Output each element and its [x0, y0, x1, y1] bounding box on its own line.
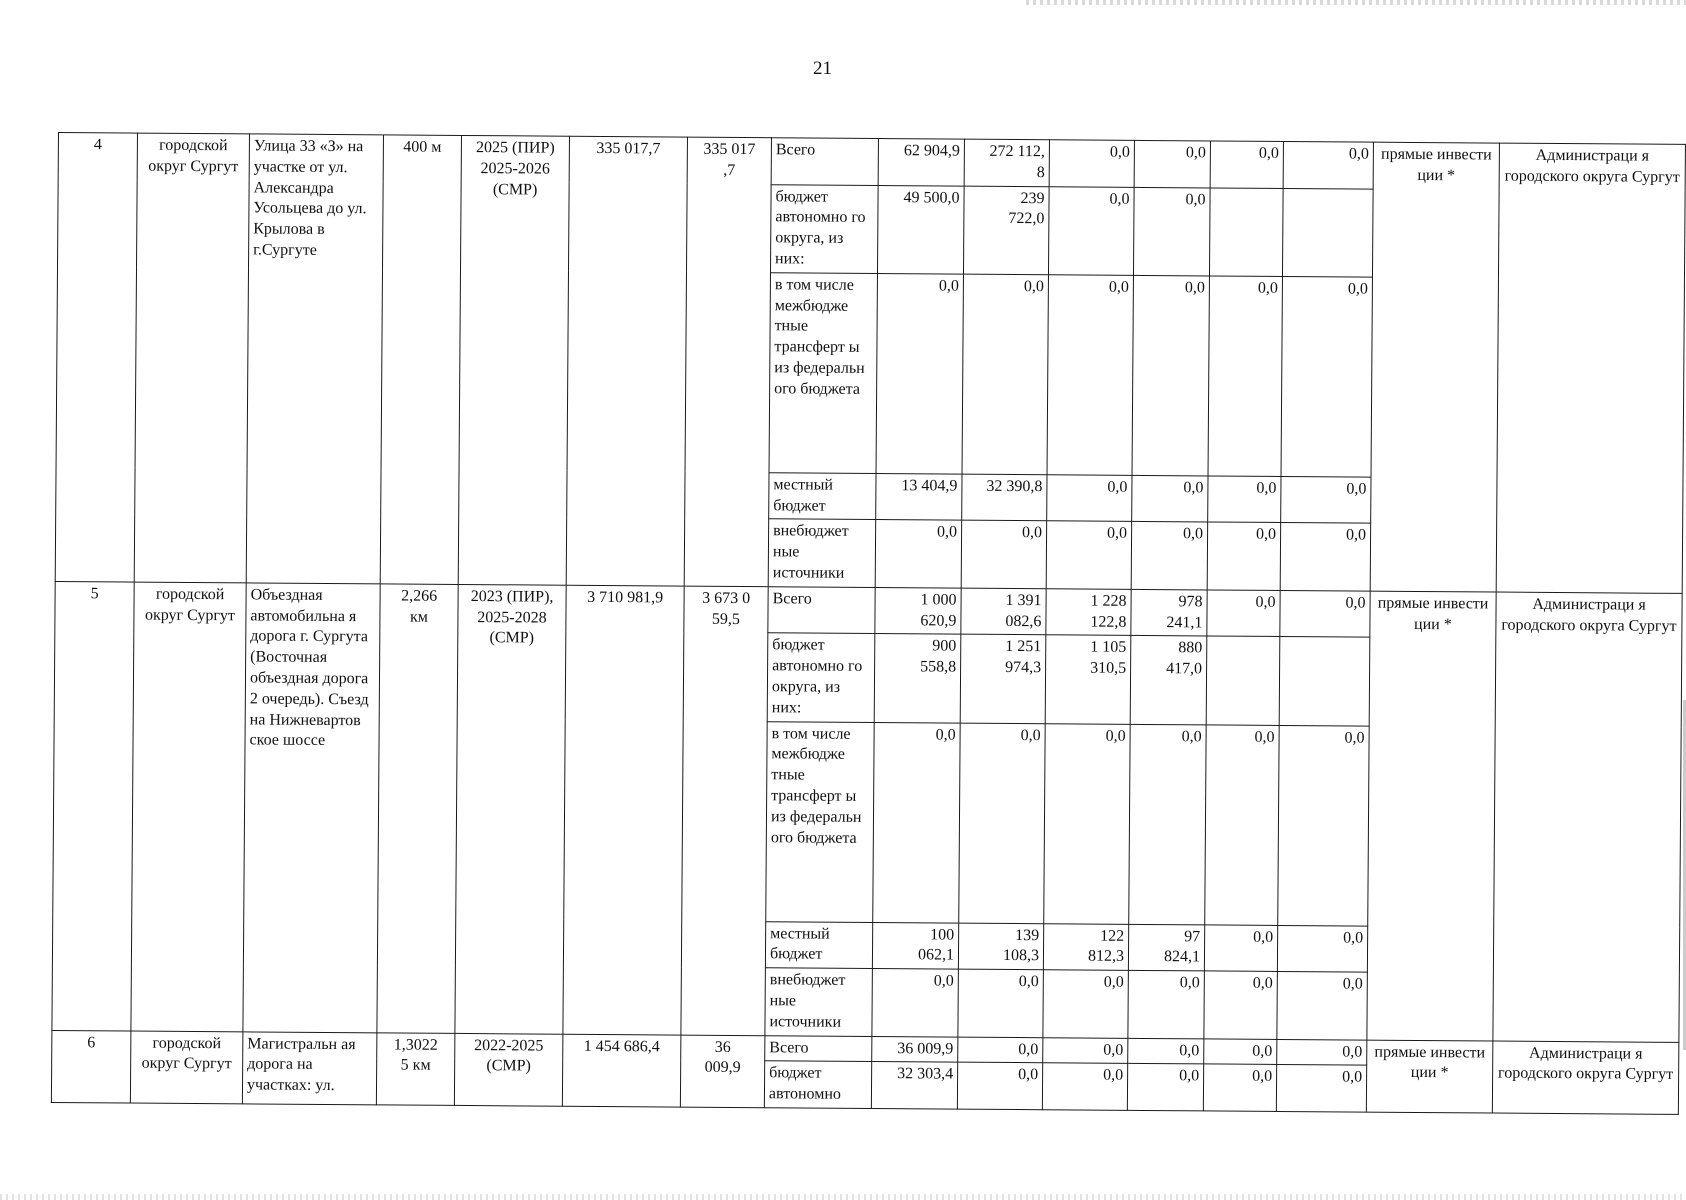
funding-value-cell: 0,0 — [1133, 187, 1210, 276]
funding-value-cell: 1 391 082,6 — [961, 588, 1046, 635]
remaining-cost-cell: 335 017 ,7 — [684, 137, 771, 586]
funding-value-cell: 0,0 — [1277, 925, 1367, 972]
remaining-cost-cell: 3 673 0 59,5 — [681, 586, 768, 1035]
object-name-cell: Магистральн ая дорога на участках: ул. — [242, 1031, 377, 1104]
municipality-cell: городской округ Сургут — [134, 133, 249, 583]
funding-value-cell: 0,0 — [1047, 275, 1133, 476]
funding-value-cell: 0,0 — [872, 969, 958, 1037]
funding-source-cell: бюджет автономно — [764, 1061, 871, 1108]
funding-value-cell: 49 500,0 — [877, 185, 964, 274]
funding-value-cell: 0,0 — [1283, 141, 1373, 188]
investment-form-cell: прямые инвести ции * — [1366, 1040, 1493, 1113]
funding-value-cell: 13 404,9 — [876, 473, 962, 520]
funding-value-cell: 0,0 — [876, 273, 963, 474]
funding-value-cell — [1209, 188, 1283, 277]
funding-value-cell: 0,0 — [957, 1062, 1042, 1109]
capacity-cell: 1,3022 5 км — [376, 1032, 455, 1105]
funding-value-cell — [1279, 637, 1370, 726]
funding-source-cell: Всего — [765, 1035, 872, 1062]
table-row — [58, 133, 1685, 192]
funding-value-cell: 0,0 — [1281, 276, 1372, 477]
municipality-cell: городской округ Сургут — [131, 582, 246, 1032]
funding-value-cell: 0,0 — [1131, 522, 1207, 590]
funding-value-cell: 122 812,3 — [1043, 923, 1128, 970]
funding-value-cell: 0,0 — [1277, 972, 1367, 1040]
funding-value-cell: 0,0 — [1134, 140, 1210, 187]
funding-source-cell: бюджет автономно го округа, из них: — [767, 633, 875, 722]
funding-source-cell: местный бюджет — [769, 473, 876, 520]
funding-value-cell: 0,0 — [958, 1037, 1043, 1063]
funding-value-cell — [1206, 636, 1280, 725]
funding-value-cell: 97 824,1 — [1128, 924, 1204, 971]
funding-value-cell: 880 417,0 — [1130, 636, 1207, 725]
funding-value-cell: 32 303,4 — [871, 1062, 957, 1109]
customer-cell: Администраци я городского округа Сургут — [1492, 1041, 1679, 1115]
funding-value-cell: 0,0 — [959, 723, 1045, 924]
funding-value-cell: 1 000 620,9 — [875, 587, 961, 634]
funding-value-cell: 978 241,1 — [1131, 589, 1207, 636]
funding-value-cell: 0,0 — [1278, 725, 1369, 926]
funding-value-cell: 0,0 — [1042, 1063, 1127, 1110]
funding-value-cell: 0,0 — [1044, 723, 1130, 924]
funding-value-cell: 62 904,9 — [878, 139, 964, 186]
funding-value-cell: 0,0 — [1127, 1064, 1203, 1111]
row-number-cell: 6 — [51, 1030, 131, 1103]
funding-value-cell: 1 251 974,3 — [960, 634, 1046, 723]
funding-value-cell: 0,0 — [1128, 971, 1204, 1039]
funding-value-cell: 0,0 — [1043, 1037, 1128, 1063]
funding-value-cell: 36 009,9 — [872, 1036, 958, 1062]
funding-value-cell: 1 228 122,8 — [1046, 589, 1131, 636]
funding-source-cell: внебюджет ные источники — [765, 968, 872, 1036]
table-body — [51, 133, 1685, 1115]
funding-value-cell: 0,0 — [1277, 1039, 1367, 1065]
capacity-cell: 400 м — [380, 135, 461, 584]
funding-value-cell: 0,0 — [962, 274, 1048, 475]
funding-value-cell: 272 112, 8 — [964, 139, 1049, 186]
funding-value-cell: 0,0 — [1047, 475, 1132, 522]
customer-cell: Администраци я городского округа Сургут — [1493, 592, 1682, 1042]
estimated-cost-cell: 1 454 686,4 — [562, 1034, 681, 1107]
funding-value-cell: 239 722,0 — [963, 186, 1049, 275]
estimated-cost-cell: 3 710 981,9 — [563, 585, 684, 1035]
investment-table-container — [51, 132, 1686, 1115]
funding-value-cell: 32 390,8 — [962, 474, 1047, 521]
capacity-cell: 2,266 км — [377, 584, 458, 1033]
funding-value-cell — [1282, 188, 1373, 277]
investment-form-cell: прямые инвести ции * — [1370, 142, 1499, 592]
funding-source-cell: Всего — [768, 586, 875, 633]
funding-value-cell: 0,0 — [1204, 924, 1277, 971]
scan-artifact-top — [1026, 0, 1686, 5]
funding-value-cell: 0,0 — [1043, 970, 1128, 1038]
funding-value-cell: 0,0 — [1132, 275, 1209, 476]
funding-value-cell: 0,0 — [1205, 724, 1279, 925]
object-name-cell: Объездная автомобильна я дорога г. Сургута (Восточная объездная дорога 2 очередь). Съезд на Нижневартов ское шоссе — [243, 583, 380, 1033]
funding-value-cell: 0,0 — [1204, 971, 1277, 1039]
period-cell: 2022-2025 (СМР) — [454, 1033, 563, 1106]
funding-value-cell: 0,0 — [1208, 276, 1282, 477]
funding-value-cell: 0,0 — [1276, 1065, 1366, 1112]
funding-value-cell: 0,0 — [1048, 186, 1134, 275]
funding-value-cell: 0,0 — [958, 969, 1043, 1037]
funding-value-cell: 900 558,8 — [874, 634, 961, 723]
object-name-cell: Улица 33 «З» на участке от ул. Александра Усольцева до ул. Крылова в г.Сургуте — [246, 134, 383, 584]
funding-value-cell: 0,0 — [875, 520, 961, 588]
funding-value-cell: 0,0 — [1049, 140, 1134, 187]
funding-value-cell: 0,0 — [1208, 476, 1281, 523]
funding-source-cell: Всего — [771, 138, 878, 185]
funding-value-cell: 0,0 — [1132, 475, 1208, 522]
funding-value-cell: 0,0 — [1204, 1038, 1277, 1064]
funding-value-cell: 0,0 — [1280, 523, 1370, 591]
remaining-cost-cell: 36 009,9 — [680, 1035, 765, 1108]
estimated-cost-cell: 335 017,7 — [566, 136, 687, 586]
funding-value-cell: 0,0 — [873, 722, 960, 923]
funding-source-cell: в том числе межбюдже тные трансферт ы из федеральн ого бюджета — [766, 721, 874, 922]
period-cell: 2025 (ПИР) 2025-2026 (СМР) — [458, 135, 569, 585]
municipality-cell: городской округ Сургут — [130, 1031, 243, 1104]
page-number: 21 — [813, 58, 832, 79]
funding-value-cell: 139 108,3 — [958, 923, 1043, 970]
period-cell: 2023 (ПИР), 2025-2028 (СМР) — [455, 584, 566, 1034]
funding-source-cell: местный бюджет — [765, 921, 872, 968]
funding-source-cell: в том числе межбюдже тные трансферт ы из федеральн ого бюджета — [769, 273, 877, 474]
funding-value-cell: 100 062,1 — [872, 922, 958, 969]
scan-artifact-bottom — [0, 1194, 1686, 1200]
funding-value-cell: 0,0 — [1129, 724, 1206, 925]
funding-value-cell: 0,0 — [961, 521, 1046, 589]
funding-value-cell: 0,0 — [1210, 141, 1283, 188]
funding-value-cell: 0,0 — [1128, 1038, 1204, 1064]
investment-objects-table — [51, 132, 1686, 1115]
funding-value-cell: 0,0 — [1207, 522, 1280, 590]
row-number-cell: 5 — [52, 581, 134, 1030]
funding-value-cell: 0,0 — [1281, 476, 1371, 523]
funding-value-cell: 0,0 — [1207, 590, 1280, 637]
funding-value-cell: 0,0 — [1046, 521, 1131, 589]
funding-source-cell: бюджет автономно го округа, из них: — [770, 184, 878, 273]
row-number-cell: 4 — [55, 133, 137, 582]
funding-value-cell: 0,0 — [1203, 1064, 1276, 1111]
funding-value-cell: 0,0 — [1280, 590, 1370, 637]
investment-form-cell: прямые инвести ции * — [1367, 591, 1496, 1041]
customer-cell: Администраци я городского округа Сургут — [1496, 143, 1685, 593]
funding-value-cell: 1 105 310,5 — [1045, 635, 1131, 724]
funding-source-cell: внебюджет ные источники — [768, 519, 875, 587]
